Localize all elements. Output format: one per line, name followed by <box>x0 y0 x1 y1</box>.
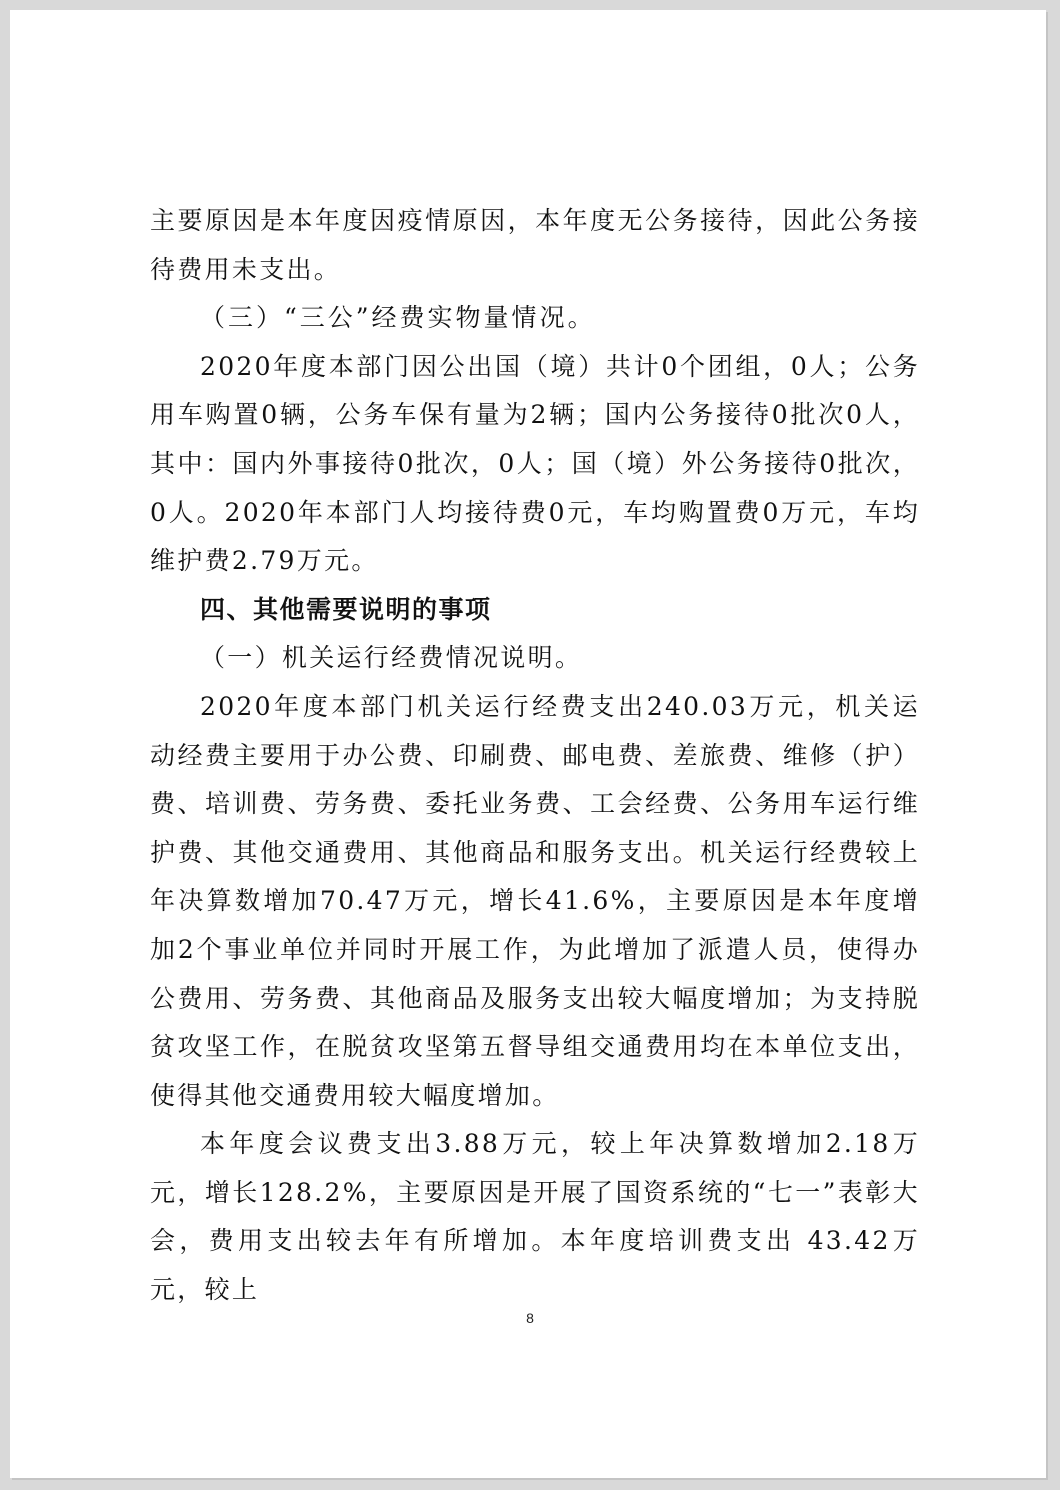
subheading-operating-expenses: （一）机关运行经费情况说明。 <box>200 643 583 673</box>
paragraph-operating-expenses: 2020年度本部门机关运行经费支出240.03万元，机关运动经费主要用于办公费、印刷费、邮电费、差旅费、维修（护）费、培训费、劳务费、委托业务费、工会经费、公务用车运行维护费、其他交通费用、其他商品和服务支出。机关运行经费较上年决算数增加70.47万元，增长41.6%，主要原因是本年度增加2个事业单位并同时开展工作，为此增加了派遣人员，使得办公费用、劳务费、其他商品及服务支出较大幅度增加；为支持脱贫攻坚工作，在脱贫攻坚第五督导组交通费用均在本单位支出，使得其他交通费用较大幅度增加。 <box>150 691 920 1110</box>
paragraph-meeting-training-expenses: 本年度会议费支出3.88万元，较上年决算数增加2.18万元，增长128.2%，主要原因是开展了国资系统的“七一”表彰大会，费用支出较去年有所增加。本年度培训费支出 43.42万元，较上 <box>150 1129 920 1305</box>
document-body <box>150 197 920 1315</box>
paragraph-physical-quantities: 2020年度本部门因公出国（境）共计0个团组，0人；公务用车购置0辆，公务车保有量为2辆；国内公务接待0批次0人，其中：国内外事接待0批次，0人；国（境）外公务接待0批次，0人。2020年本部门人均接待费0元，车均购置费0万元，车均维护费2.79万元。 <box>150 351 920 576</box>
section-heading-other-matters: 四、其他需要说明的事项 <box>200 594 492 624</box>
paragraph-reception-reason: 主要原因是本年度因疫情原因，本年度无公务接待，因此公务接待费用未支出。 <box>150 206 920 284</box>
page-number: 8 <box>526 1310 534 1326</box>
subheading-three-public-physical: （三）“三公”经费实物量情况。 <box>200 303 596 333</box>
